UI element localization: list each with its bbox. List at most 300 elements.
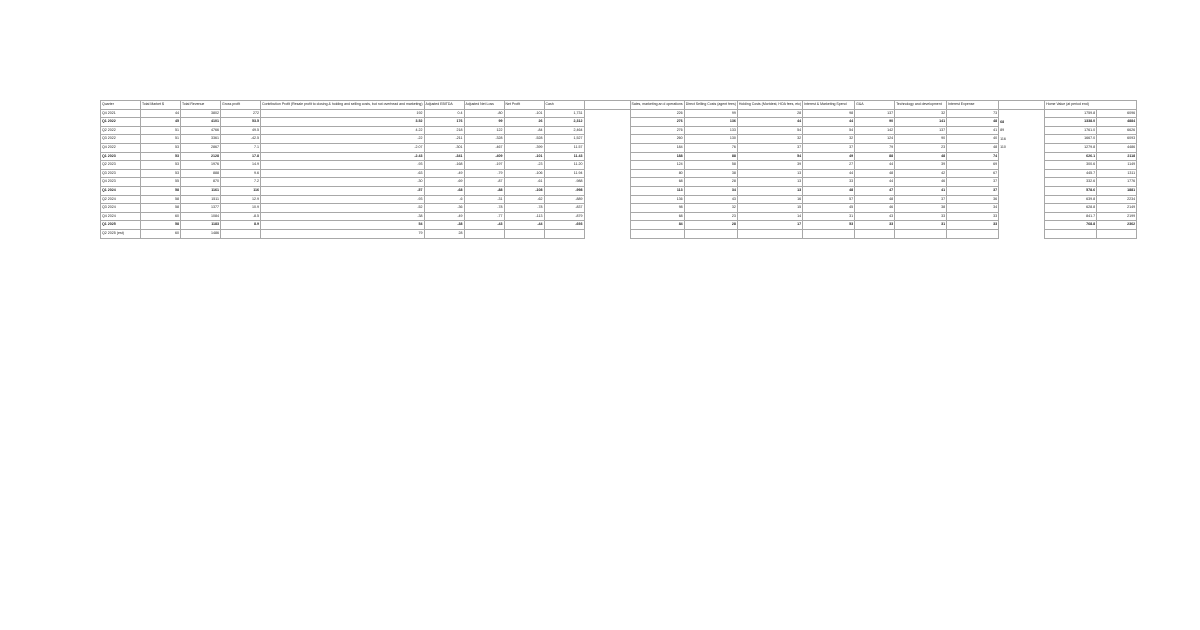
table-cell-value: 45 (141, 118, 181, 127)
table-cell-value: 33 (947, 221, 999, 230)
table-cell-value: 1149 (1097, 161, 1137, 170)
table-cell-value: -77 (464, 212, 504, 221)
table-cell-value: -693 (544, 221, 584, 230)
table-cell-value: -62 (504, 195, 544, 204)
table-cell-value: 54 (261, 221, 425, 230)
table-row (101, 195, 1137, 204)
table-cell-quarter: Q2 2024 (101, 195, 141, 204)
table-cell-value: 57 (803, 195, 855, 204)
table-cell-value: 31 (895, 221, 947, 230)
table-cell-quarter: Q3 2023 (101, 169, 141, 178)
table-cell-value: -68 (424, 186, 464, 195)
table-cell-value: 32 (737, 135, 802, 144)
table-cell-value: 1759.8 (1045, 109, 1097, 118)
col-header-gross-profit: Gross profit (221, 101, 261, 110)
table-cell-value: 37 (947, 186, 999, 195)
table-cell-value: 628.8 (1045, 204, 1097, 213)
table-cell-value: -38 (261, 212, 425, 221)
table-cell-value: 58 (684, 161, 737, 170)
table-cell-value: -79 (464, 169, 504, 178)
table-cell-value: 2149 (1097, 204, 1137, 213)
table-cell-value: 46 (895, 178, 947, 187)
table-cell-value: -409 (464, 152, 504, 161)
table-cell-value (803, 229, 855, 238)
table-cell-value: 6096 (1097, 109, 1137, 118)
table-cell-spacer (999, 195, 1045, 204)
table-cell-value (544, 229, 584, 238)
table-cell-value: 58 (141, 204, 181, 213)
table-cell-value: 445.7 (1045, 169, 1097, 178)
table-cell-spacer (999, 229, 1045, 238)
table-cell-value: 188 (630, 152, 684, 161)
table-cell-value: 48 (895, 152, 947, 161)
table-cell-value: 41 (895, 186, 947, 195)
table-cell-value: 80 (630, 169, 684, 178)
table-cell-value: 31 (803, 212, 855, 221)
table-cell-quarter: Q2 2022 (101, 126, 141, 135)
table-cell-quarter: Q4 2023 (101, 178, 141, 187)
table-cell-value: 28 (684, 178, 737, 187)
table-cell-value: 1976 (181, 161, 221, 170)
table-cell-value: 23 (895, 143, 947, 152)
table-cell-value: 17.8 (221, 152, 261, 161)
table-cell-value: 28 (424, 229, 464, 238)
table-cell-value: 23 (684, 212, 737, 221)
table-cell-value: -6 (424, 195, 464, 204)
col-header-direct-selling-costs: Direct Selling Costs (agent fees) (684, 101, 737, 110)
table-cell-spacer (999, 152, 1045, 161)
table-cell-value: 16 (737, 195, 802, 204)
table-cell-value: -467 (464, 143, 504, 152)
table-cell-value: -101 (504, 109, 544, 118)
table-cell-value: 4.22 (261, 126, 425, 135)
table-cell-value: -113 (504, 212, 544, 221)
table-cell-value: -49 (424, 212, 464, 221)
table-cell-spacer (584, 169, 630, 178)
table-cell-value: 6626 (1097, 126, 1137, 135)
table-cell-value: 1667.0 (1045, 135, 1097, 144)
table-cell-value: 58 (141, 195, 181, 204)
table-cell-value: 54 (803, 126, 855, 135)
table-cell-quarter: Q1 2023 (101, 152, 141, 161)
table-cell-value: 60 (141, 212, 181, 221)
table-row (101, 152, 1137, 161)
table-cell-value (504, 229, 544, 238)
table-cell-spacer: 116 (1000, 136, 1006, 141)
table-cell-value: 17 (737, 221, 802, 230)
table-cell-value (895, 229, 947, 238)
table-cell-spacer (584, 135, 630, 144)
table-cell-value: 36 (947, 195, 999, 204)
table-cell-value: 34 (684, 186, 737, 195)
table-cell-value: 9.6 (221, 169, 261, 178)
table-row (101, 229, 1137, 238)
table-cell-value: 1161 (181, 186, 221, 195)
col-header-sales-marketing-operations: Sales, marketing an d operations (630, 101, 684, 110)
table-cell-value: 1511 (181, 195, 221, 204)
table-cell-value: 58 (141, 186, 181, 195)
table-cell-value: 39 (895, 161, 947, 170)
table-cell-value: 639.8 (1045, 195, 1097, 204)
table-cell-value: 13 (737, 186, 802, 195)
table-cell-value: 48 (947, 118, 999, 127)
table-cell-value: -52 (261, 204, 425, 213)
table-cell-spacer (584, 143, 630, 152)
table-cell-value: 51 (141, 135, 181, 144)
table-cell-spacer (584, 178, 630, 187)
col-header-cash: Cash (544, 101, 584, 110)
table-cell-value: -8.5 (221, 212, 261, 221)
table-cell-value: 43 (684, 195, 737, 204)
table-cell-value: 14 (737, 212, 802, 221)
table-cell-value (1045, 229, 1097, 238)
table-cell-value: -87 (464, 178, 504, 187)
col-header-interest-marketing-spend: Interest & Marketing Spend (803, 101, 855, 110)
table-cell-value: -889 (544, 195, 584, 204)
table-cell-value: 32 (684, 204, 737, 213)
table-cell-value: 841.7 (1045, 212, 1097, 221)
table-cell-value: 7.2 (221, 178, 261, 187)
table-cell-value: 32 (895, 109, 947, 118)
table-cell-value: 136 (684, 118, 737, 127)
table-cell-value: -93 (261, 195, 425, 204)
table-cell-value: 11.57 (544, 143, 584, 152)
table-cell-spacer (584, 118, 630, 127)
table-cell-value: 34 (947, 204, 999, 213)
table-cell-value: 218 (424, 126, 464, 135)
table-row (101, 135, 1137, 144)
table-cell-value: -108 (504, 186, 544, 195)
table-row (101, 126, 1137, 135)
table-cell-value: -2.43 (261, 152, 425, 161)
table-row (101, 169, 1137, 178)
table-cell-value: -36 (424, 204, 464, 213)
table-cell-value: 84 (630, 221, 684, 230)
table-cell-value: 79 (261, 229, 425, 238)
table-cell-value: 53 (141, 169, 181, 178)
table-cell-value: 33 (855, 221, 895, 230)
table-cell-value: 44 (803, 169, 855, 178)
table-cell-value: 48 (855, 169, 895, 178)
table-cell-value: 2118 (1097, 152, 1137, 161)
table-cell-value: 43 (855, 212, 895, 221)
table-row (101, 161, 1137, 170)
table-cell-value: 53 (141, 161, 181, 170)
col-header-total-market: Total Market $ (141, 101, 181, 110)
table-cell-value: 1776 (1097, 178, 1137, 187)
table-row (101, 178, 1137, 187)
table-cell-value: 88 (684, 152, 737, 161)
table-cell-value: 44 (803, 118, 855, 127)
table-cell-quarter: Q3 2022 (101, 135, 141, 144)
table-cell-value: 1183 (181, 221, 221, 230)
table-cell-value: -88 (464, 186, 504, 195)
table-cell-value: 69 (947, 161, 999, 170)
table-header-row (101, 101, 1137, 110)
table-cell-value: 74 (947, 152, 999, 161)
table-cell-value: -23 (504, 161, 544, 170)
table-cell-value: -80 (464, 109, 504, 118)
table-row (101, 221, 1137, 230)
table-cell-value: 300.6 (1045, 161, 1097, 170)
table-cell-value: 7.1 (221, 143, 261, 152)
table-cell-value: 1279.8 (1045, 143, 1097, 152)
table-cell-value: 578.6 (1045, 186, 1097, 195)
col-header-g-and-a: G&A (855, 101, 895, 110)
table-cell-quarter: Q1 2022 (101, 118, 141, 127)
table-cell-value: -44 (504, 221, 544, 230)
table-cell-value: 133 (684, 126, 737, 135)
table-cell-value: 124 (855, 135, 895, 144)
col-header-technology-development: Technology and development (895, 101, 947, 110)
table-cell-value (947, 229, 999, 238)
col-header-adjusted-ebitda: Adjusted EBITDA (424, 101, 464, 110)
table-cell-value: 99 (464, 118, 504, 127)
col-header-net-profit: Net Profit (504, 101, 544, 110)
table-cell-value: 33 (803, 178, 855, 187)
table-cell-value: 44 (855, 161, 895, 170)
table-cell-value: 122 (464, 126, 504, 135)
table-cell-value: -101 (504, 152, 544, 161)
table-cell-value: 44 (737, 118, 802, 127)
table-cell-value: 12.9 (221, 195, 261, 204)
table-cell-value: 44 (855, 178, 895, 187)
table-cell-value: 332.6 (1045, 178, 1097, 187)
table-body (101, 109, 1137, 238)
table-cell-value: 272 (221, 109, 261, 118)
table-row (101, 212, 1137, 221)
table-cell-value: 768.8 (1045, 221, 1097, 230)
table-cell-spacer (999, 221, 1045, 230)
table-cell-value: 33 (947, 212, 999, 221)
table-cell-value: 38 (895, 204, 947, 213)
table-cell-value: 42 (895, 169, 947, 178)
table-cell-value: 0.4 (424, 109, 464, 118)
table-cell-value: 27 (803, 161, 855, 170)
table-cell-value: 41 (947, 126, 999, 135)
table-cell-value: 32 (803, 135, 855, 144)
table-cell-spacer (999, 169, 1045, 178)
table-cell-spacer (584, 161, 630, 170)
table-cell-value: 51 (141, 126, 181, 135)
table-cell-value: 37 (803, 143, 855, 152)
table-cell-spacer (584, 126, 630, 135)
table-cell-value: 40 (947, 135, 999, 144)
table-cell-value: 2362 (1097, 221, 1137, 230)
table-cell-value: -399 (504, 143, 544, 152)
table-cell-value: -93 (261, 161, 425, 170)
table-cell-value: -22 (261, 135, 425, 144)
table-cell-spacer (584, 152, 630, 161)
table-cell-spacer (999, 178, 1045, 187)
table-cell-value: 141 (895, 118, 947, 127)
table-cell-value: 184 (630, 143, 684, 152)
table-cell-value: -43 (464, 221, 504, 230)
table-cell-value: 13 (737, 169, 802, 178)
table-cell-spacer (584, 195, 630, 204)
col-header-spacer-1 (584, 101, 630, 110)
table-cell-spacer: 89 (1000, 128, 1005, 133)
table-cell-value: 4766 (181, 126, 221, 135)
table-cell-value: 192 (261, 109, 425, 118)
table-cell-value: -63 (261, 169, 425, 178)
table-cell-value: 53 (141, 152, 181, 161)
table-cell-value: 3.52 (261, 118, 425, 127)
table-cell-value: 68 (630, 212, 684, 221)
table-cell-spacer (999, 109, 1045, 118)
table-cell-value: 276 (630, 126, 684, 135)
table-cell-value: -106 (504, 169, 544, 178)
table-cell-value: -38 (424, 221, 464, 230)
spreadsheet-container (100, 100, 1137, 239)
table-cell-value: 2199 (1097, 212, 1137, 221)
table-cell-value (1097, 229, 1137, 238)
table-cell-value: 124 (630, 161, 684, 170)
col-header-spacer-2 (999, 101, 1045, 110)
table-cell-value: 46 (855, 204, 895, 213)
table-cell-value: 54 (737, 152, 802, 161)
table-cell-value: 276 (630, 118, 684, 127)
table-cell-value: 55 (141, 178, 181, 187)
table-cell-value: 6093 (1097, 135, 1137, 144)
table-cell-value: 48 (855, 195, 895, 204)
table-cell-value: -42.5 (221, 135, 261, 144)
table-cell-value: 53.5 (221, 118, 261, 127)
table-row (101, 118, 1137, 127)
table-cell-value: 3802 (181, 109, 221, 118)
table-cell-value: -197 (464, 161, 504, 170)
table-row (101, 204, 1137, 213)
table-cell-value: 33 (895, 212, 947, 221)
table-cell-value (630, 229, 684, 238)
table-cell-value: 73 (947, 109, 999, 118)
table-cell-value: -61 (504, 178, 544, 187)
table-cell-value: -528 (504, 135, 544, 144)
table-cell-value: -837 (544, 204, 584, 213)
table-cell-value (221, 229, 261, 238)
table-cell-spacer (999, 186, 1045, 195)
table-cell-value: 2867 (181, 143, 221, 152)
table-cell-value: 60 (141, 229, 181, 238)
table-cell-value: 2,312 (544, 118, 584, 127)
table-cell-value: 99 (684, 109, 737, 118)
table-cell-value: 48 (803, 186, 855, 195)
table-cell-value: 38 (684, 169, 737, 178)
table-cell-value: 90 (895, 135, 947, 144)
table-cell-value: 2,464 (544, 126, 584, 135)
table-cell-value: 2128 (181, 152, 221, 161)
table-cell-value: 1338.0 (1045, 118, 1097, 127)
table-cell-value: 28 (684, 221, 737, 230)
table-cell-spacer: 68 (1000, 119, 1005, 124)
table-cell-value: 53 (141, 143, 181, 152)
financial-table (100, 100, 1137, 239)
table-cell-value: 88 (855, 152, 895, 161)
table-cell-quarter: Q4 2021 (101, 109, 141, 118)
table-cell-value: 45 (803, 204, 855, 213)
table-cell-value: 90 (855, 118, 895, 127)
table-cell-value: 11.43 (544, 152, 584, 161)
table-cell-spacer (584, 109, 630, 118)
table-cell-value (684, 229, 737, 238)
table-cell-value: 1486 (181, 229, 221, 238)
table-cell-value: 137 (855, 109, 895, 118)
table-cell-value: 67 (947, 169, 999, 178)
col-header-contribution-profit: Contribution Profit (Resale profit to closing & holding and selling costs, but not overhead and marketing) (261, 101, 425, 110)
table-cell-quarter: Q1 2024 (101, 186, 141, 195)
table-cell-value: 130 (684, 135, 737, 144)
table-cell-value: 37 (947, 178, 999, 187)
table-cell-quarter: Q4 2024 (101, 212, 141, 221)
table-cell-value: 10.9 (221, 204, 261, 213)
table-cell-value: 54 (737, 126, 802, 135)
table-cell-value: -998 (544, 186, 584, 195)
table-cell-value: 76 (684, 143, 737, 152)
table-cell-spacer: 110 (1000, 145, 1006, 150)
table-cell-value: 48 (947, 143, 999, 152)
table-cell-value: 176 (424, 118, 464, 127)
table-cell-value (737, 229, 802, 238)
table-cell-value: 49.5 (221, 126, 261, 135)
col-header-interest-expense: Interest Expense (947, 101, 999, 110)
table-cell-spacer (584, 186, 630, 195)
table-cell-spacer (584, 221, 630, 230)
table-row (101, 143, 1137, 152)
table-cell-quarter: Q1 2025 (101, 221, 141, 230)
table-cell-value: 260 (630, 135, 684, 144)
table-cell-value: 53 (803, 221, 855, 230)
table-cell-value (855, 229, 895, 238)
table-cell-quarter: Q2 2025 (est) (101, 229, 141, 238)
table-cell-value: -879 (544, 212, 584, 221)
table-cell-value: 1,527 (544, 135, 584, 144)
table-cell-value: 11.20 (544, 161, 584, 170)
table-cell-value: 4101 (181, 118, 221, 127)
table-cell-value: 1881 (1097, 186, 1137, 195)
table-cell-quarter: Q3 2024 (101, 204, 141, 213)
table-cell-value: 1,731 (544, 109, 584, 118)
table-cell-value: -78 (464, 204, 504, 213)
table-cell-value: -211 (424, 135, 464, 144)
table-cell-value: -69 (424, 178, 464, 187)
table-cell-value: 15 (737, 204, 802, 213)
table-cell-value: 1377 (181, 204, 221, 213)
table-cell-value: -988 (544, 178, 584, 187)
table-cell-value: 47 (855, 186, 895, 195)
table-cell-value: 142 (855, 126, 895, 135)
table-cell-spacer (584, 229, 630, 238)
table-cell-value: 2234 (1097, 195, 1137, 204)
table-cell-quarter: Q4 2022 (101, 143, 141, 152)
table-cell-value: -57 (261, 186, 425, 195)
table-cell-value (464, 229, 504, 238)
table-cell-value: 870 (181, 178, 221, 187)
table-cell-value: -301 (424, 143, 464, 152)
table-cell-value: 1311 (1097, 169, 1137, 178)
table-cell-value: -341 (424, 152, 464, 161)
table-cell-value: 39 (737, 161, 802, 170)
table-cell-value: 49 (803, 152, 855, 161)
table-cell-value: 79 (855, 143, 895, 152)
table-cell-value: -49 (424, 169, 464, 178)
table-cell-value: -31 (464, 195, 504, 204)
table-cell-spacer (584, 212, 630, 221)
table-cell-value: 8.9 (221, 221, 261, 230)
table-cell-value: 226 (630, 109, 684, 118)
col-header-total-revenue: Total Revenue (181, 101, 221, 110)
table-cell-value: 37 (737, 143, 802, 152)
table-cell-value: 136 (630, 195, 684, 204)
